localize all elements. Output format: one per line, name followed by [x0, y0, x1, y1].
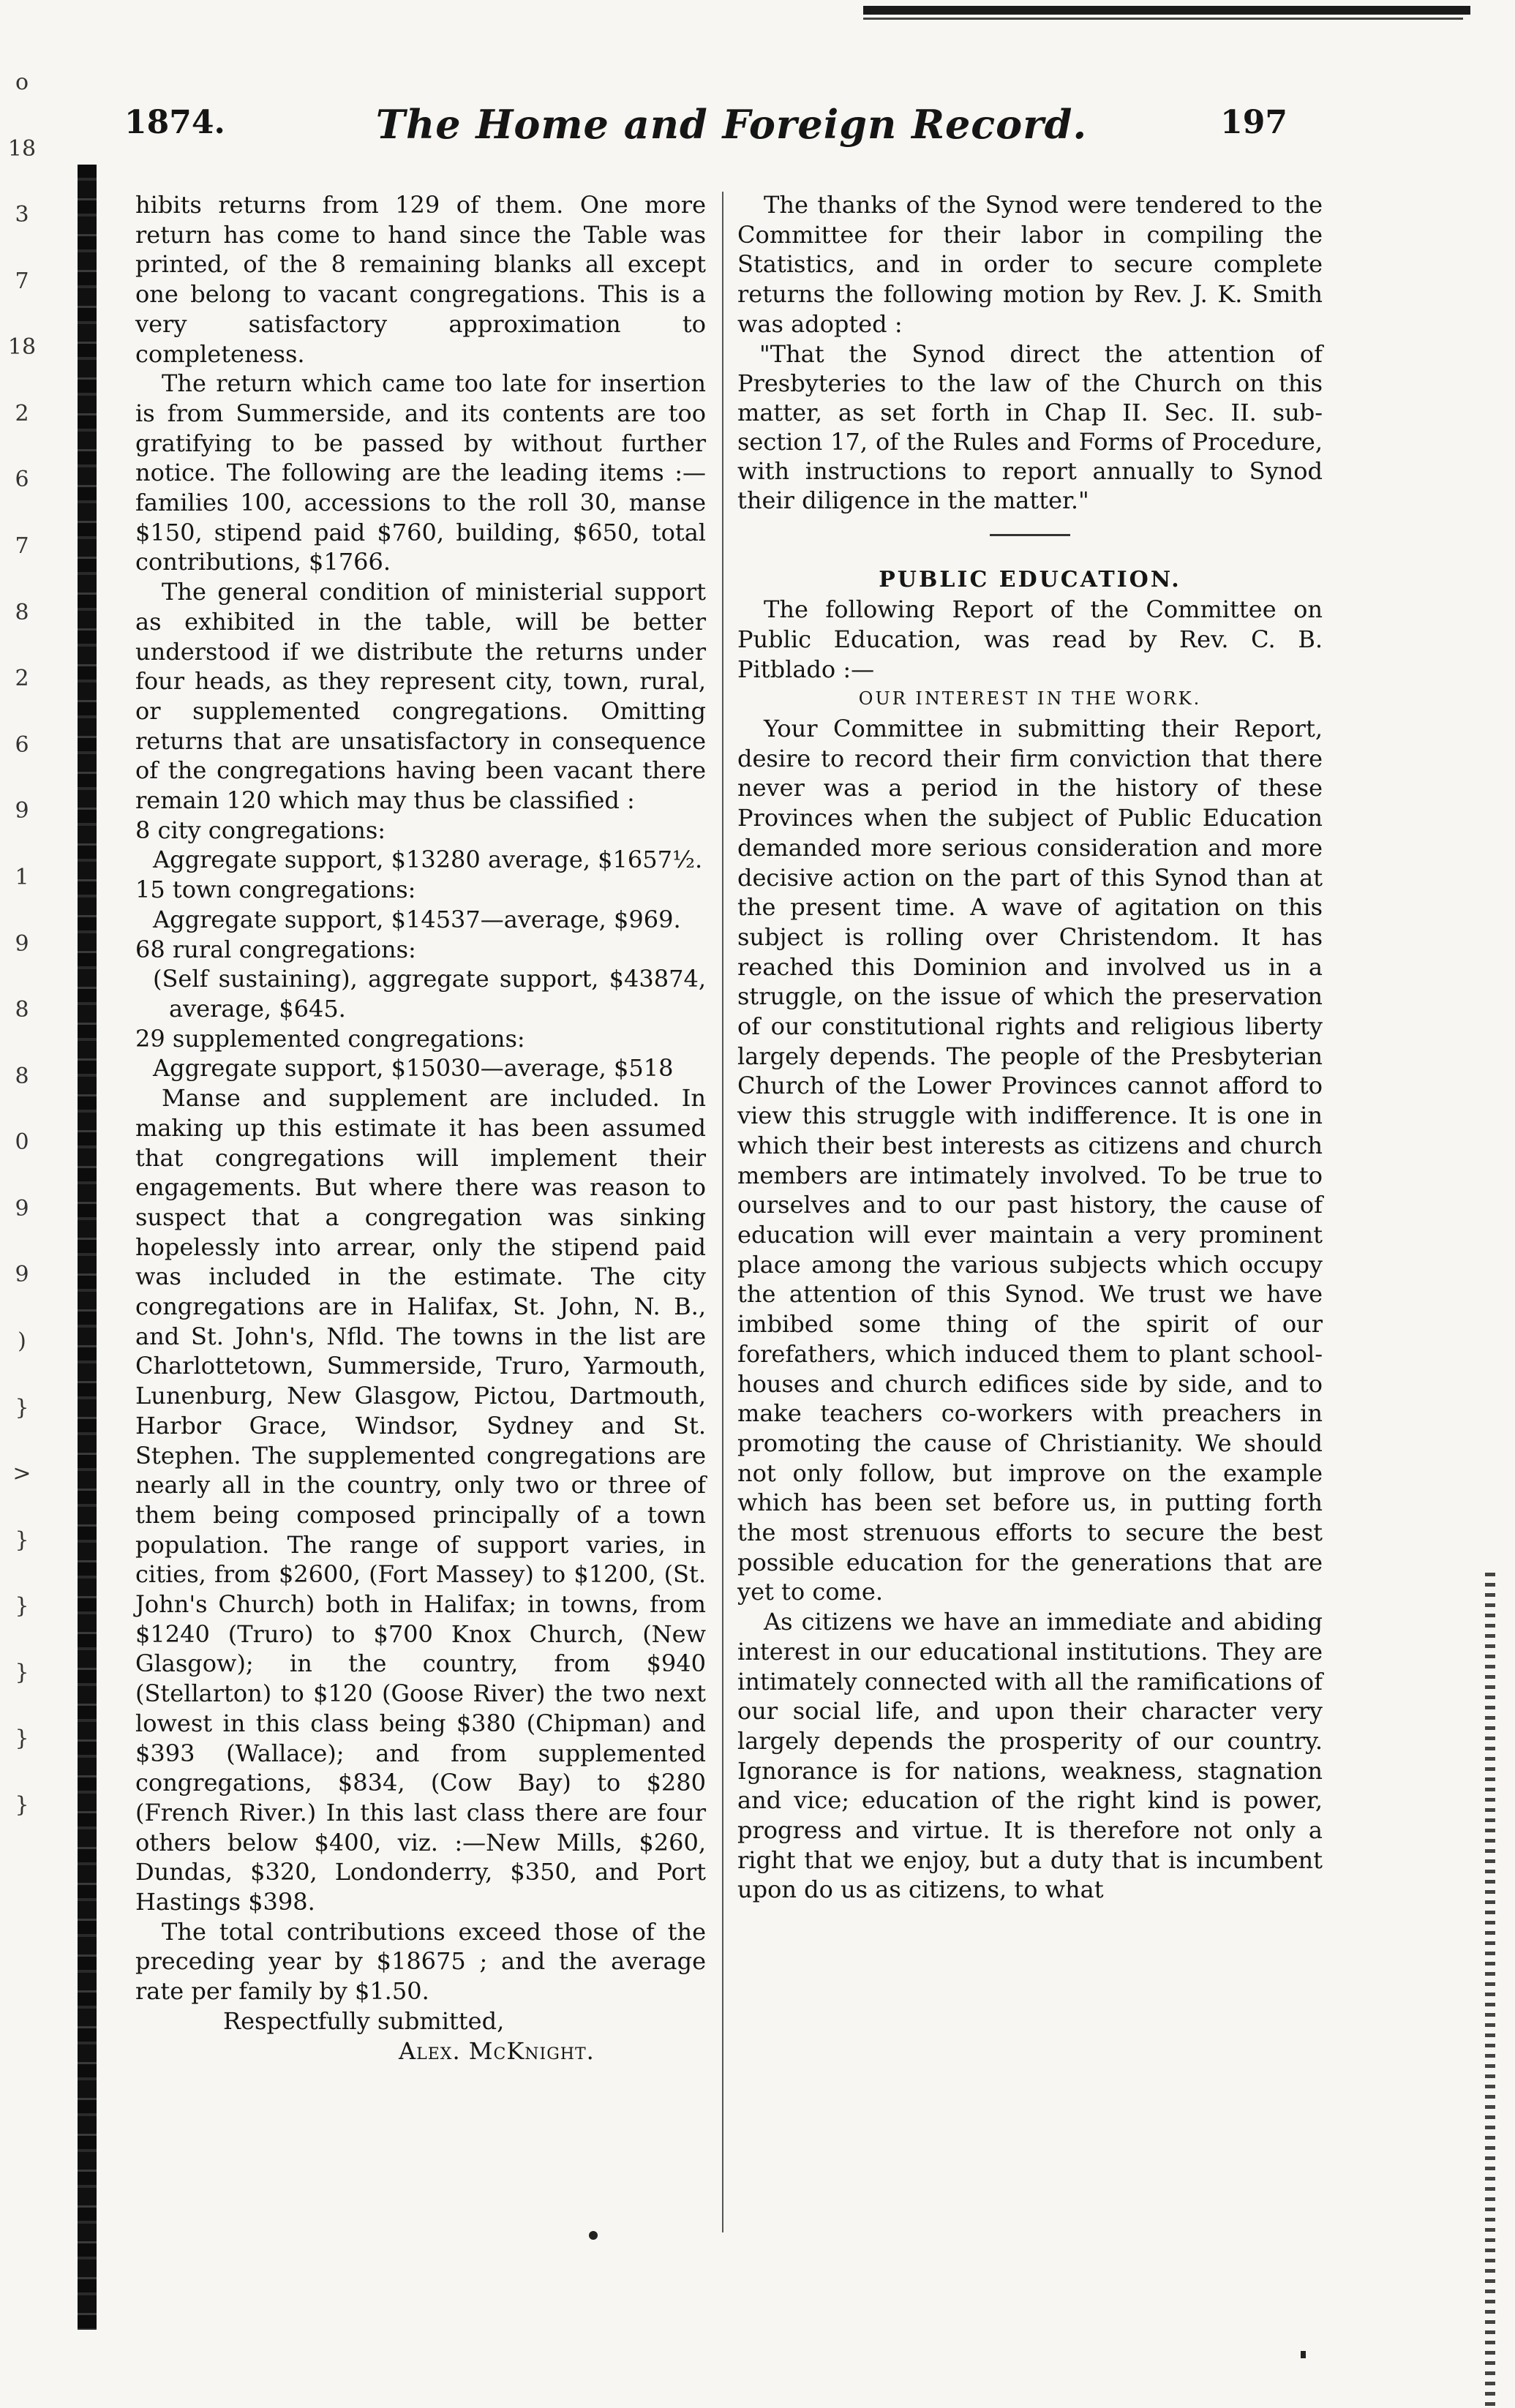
- margin-mark: }: [15, 1726, 29, 1752]
- margin-mark: 9: [15, 1262, 29, 1288]
- paragraph: Your Committee in submitting their Report, desire to record their firm conviction that there never was a period in the history of these Provinces when the subject of Public Education demanded more serious consideration and more decisive action on the part of this Synod than at the present time. A wave of agitation on this subject is rolling over Christendom. It has reached this Dominion and involved us in a struggle, on the issue of which the preservation of our constitutional rights and religious liberty largely depends. The people of the Presbyterian Church of the Lower Provinces cannot afford to view this struggle with indifference. It is one in which their best interests as citizens and church members are intimately involved. To be true to ourselves and to our past history, the cause of education will ever maintain a very prominent place among the various subjects which occupy the attention of this Synod. We trust we have imbibed some thing of the spirit of our forefathers, which induced them to plant school-houses and church edifices side by side, and to make teachers co-workers with preachers in promoting the cause of Christianity. We should not only follow, but improve on the example which has been set before us, in putting forth the most strenuous efforts to secure the best possible education for the generations that are yet to come.: [737, 715, 1323, 1606]
- sign-off: Respectfully submitted,: [223, 2006, 505, 2035]
- margin-mark: 6: [15, 731, 29, 758]
- list-detail: Aggregate support, $13280 average, $1657½.: [153, 846, 703, 874]
- page-header: [110, 101, 1317, 162]
- paragraph: hibits returns from 129 of them. One more return has come to hand since the Table was printed, of the 8 remaining blanks all except one belong to vacant congregations. This is a very satisfactory approximation to completeness.: [135, 191, 706, 368]
- margin-mark: 9: [15, 1195, 29, 1222]
- list-heading: 15 town congregations:: [135, 876, 416, 904]
- right-column: [737, 190, 1323, 1905]
- paragraph: The thanks of the Synod were tendered to the Committee for their labor in compiling the Statistics, and in order to secure complete returns the following motion by Rev. J. K. Smith was adopted :: [737, 191, 1323, 338]
- section-heading: PUBLIC EDUCATION.: [879, 566, 1181, 592]
- margin-mark: 7: [15, 533, 29, 560]
- margin-mark: 7: [15, 268, 29, 294]
- list-heading: 68 rural congregations:: [135, 935, 416, 963]
- signature: Alex. McKnight.: [399, 2036, 595, 2065]
- header-year: 1874.: [124, 104, 225, 141]
- ornament-dot: [589, 2231, 598, 2240]
- binding-edge-strip: [78, 165, 97, 2330]
- paragraph: The total contributions exceed those of the preceding year by $18675 ; and the average rate per family by $1.50.: [135, 1917, 706, 2006]
- ornament-mark: [1301, 2351, 1306, 2358]
- list-detail: Aggregate support, $14537—average, $969.: [153, 905, 681, 933]
- paragraph: The return which came too late for insertion is from Summerside, and its contents are too gratifying to be passed by without further notice. The following are the leading items :—families 100, accessions to the roll 30, manse $150, stipend paid $760, building, $650, total contributions, $1766.: [135, 369, 706, 576]
- margin-mark: ): [18, 1328, 26, 1354]
- margin-mark: 2: [15, 400, 29, 426]
- margin-mark: }: [15, 1527, 29, 1553]
- top-border-rule: [863, 6, 1470, 15]
- margin-mark: 6: [15, 467, 29, 493]
- paragraph: As citizens we have an immediate and abiding interest in our educational institutions. They are intimately connected with all the ramifications of our social life, and upon their character very largely depends the prosperity of our country. Ignorance is for nations, weakness, stagnation and vice; education of the right kind is power, progress and virtue. It is therefore not only a right that we enjoy, but a duty that is incumbent upon do us as citizens, to what: [737, 1608, 1323, 1904]
- left-column: [135, 190, 706, 2066]
- header-title: The Home and Foreign Record.: [375, 101, 1088, 148]
- section-rule: [990, 534, 1070, 536]
- top-border-rule-thin: [863, 18, 1463, 20]
- margin-mark: 9: [15, 798, 29, 824]
- margin-mark: 8: [15, 997, 29, 1023]
- list-heading: 29 supplemented congregations:: [135, 1024, 525, 1053]
- margin-mark: 2: [15, 666, 29, 692]
- margin-mark: 8: [15, 599, 29, 625]
- list-detail: Aggregate support, $15030—average, $518: [153, 1054, 674, 1083]
- classification-list: [135, 816, 706, 1083]
- motion-quote: "That the Synod direct the attention of Presbyteries to the law of the Church on this matter, as set forth in Chap II. Sec. II. sub-section 17, of the Rules and Forms of Procedure, with instructions to report annually to Synod their diligence in the matter.": [737, 339, 1323, 514]
- list-heading: 8 city congregations:: [135, 816, 386, 844]
- subheading: OUR INTEREST IN THE WORK.: [858, 688, 1202, 710]
- margin-mark: }: [15, 1593, 29, 1619]
- report-intro: The following Report of the Committee on Public Education, was read by Rev. C. B. Pitblado :—: [737, 595, 1323, 683]
- right-edge-marks: [1485, 1573, 1495, 2407]
- margin-mark: 3: [15, 202, 29, 228]
- margin-mark: 9: [15, 930, 29, 957]
- page-number: 197: [1220, 104, 1287, 141]
- margin-mark: >: [12, 1461, 31, 1487]
- margin-mark: 18: [7, 135, 37, 162]
- list-detail: (Self sustaining), aggregate support, $43874, average, $645.: [153, 965, 706, 1023]
- paragraph: Manse and supplement are included. In making up this estimate it has been assumed that congregations will implement their engagements. But where there was reason to suspect that a congregation was sinking hopelessly into arrear, only the stipend paid was included in the estimate. The city congregations are in Halifax, St. John, N. B., and St. John's, Nfld. The towns in the list are Charlottetown, Summerside, Truro, Yarmouth, Lunenburg, New Glasgow, Pictou, Dartmouth, Harbor Grace, Windsor, Sydney and St. Stephen. The supplemented congregations are nearly all in the country, only two or three of them being composed principally of a town population. The range of support varies, in cities, from $2600, (Fort Massey) to $1200, (St. John's Church) both in Halifax; in towns, from $1240 (Truro) to $700 Knox Church, (New Glasgow); in the country, from $940 (Stellarton) to $120 (Goose River) the two next lowest in this class being $380 (Chipman) and $393 (Wallace); and from supplemented congregations, $834, (Cow Bay) to $280 (French River.) In this last class there are four others below $400, viz. :—New Mills, $260, Dundas, $320, Londonderry, $350, and Port Hastings $398.: [135, 1084, 706, 1916]
- column-divider: [722, 192, 723, 2232]
- margin-mark: 1: [15, 864, 29, 890]
- margin-mark: o: [15, 69, 29, 95]
- paragraph: The general condition of ministerial support as exhibited in the table, will be better understood if we distribute the returns under four heads, as they represent city, town, rural, or supplemented congregations. Omitting returns that are unsatisfactory in consequence of the congregations having been vacant there remain 120 which may thus be classified :: [135, 578, 706, 815]
- margin-mark: }: [15, 1792, 29, 1818]
- margin-mark: 18: [7, 334, 37, 361]
- margin-mark: 8: [15, 1063, 29, 1089]
- margin-mark: 0: [15, 1129, 29, 1156]
- margin-mark: }: [15, 1394, 29, 1421]
- margin-mark: }: [15, 1659, 29, 1685]
